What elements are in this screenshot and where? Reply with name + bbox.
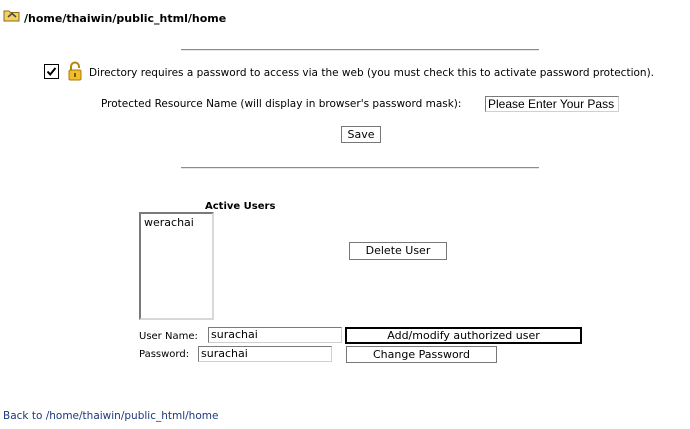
save-button[interactable]: Save <box>341 126 381 143</box>
resource-name-label: Protected Resource Name (will display in browser's password mask): <box>101 98 462 110</box>
directory-path: /home/thaiwin/public_html/home <box>24 12 227 25</box>
change-password-button[interactable]: Change Password <box>346 346 497 363</box>
protect-checkbox[interactable] <box>44 64 59 79</box>
active-users-list[interactable] <box>139 212 214 320</box>
folder-up-icon <box>3 8 21 22</box>
username-label: User Name: <box>139 331 198 342</box>
padlock-icon <box>67 61 83 81</box>
list-item[interactable]: werachai <box>144 216 194 229</box>
protect-label: Directory requires a password to access via the web (you must check this to activate password protection). <box>89 67 655 79</box>
username-input[interactable]: surachai <box>208 327 342 343</box>
divider-middle <box>181 167 539 169</box>
active-users-title: Active Users <box>205 201 276 212</box>
back-link[interactable]: Back to /home/thaiwin/public_html/home <box>3 410 219 422</box>
divider-top <box>181 49 539 51</box>
add-user-button[interactable]: Add/modify authorized user <box>345 327 582 344</box>
password-input[interactable]: surachai <box>198 346 332 362</box>
checkmark-icon <box>45 65 58 78</box>
resource-name-input[interactable]: Please Enter Your Pass <box>485 96 619 112</box>
delete-user-button[interactable]: Delete User <box>349 242 447 260</box>
password-label: Password: <box>139 349 190 360</box>
